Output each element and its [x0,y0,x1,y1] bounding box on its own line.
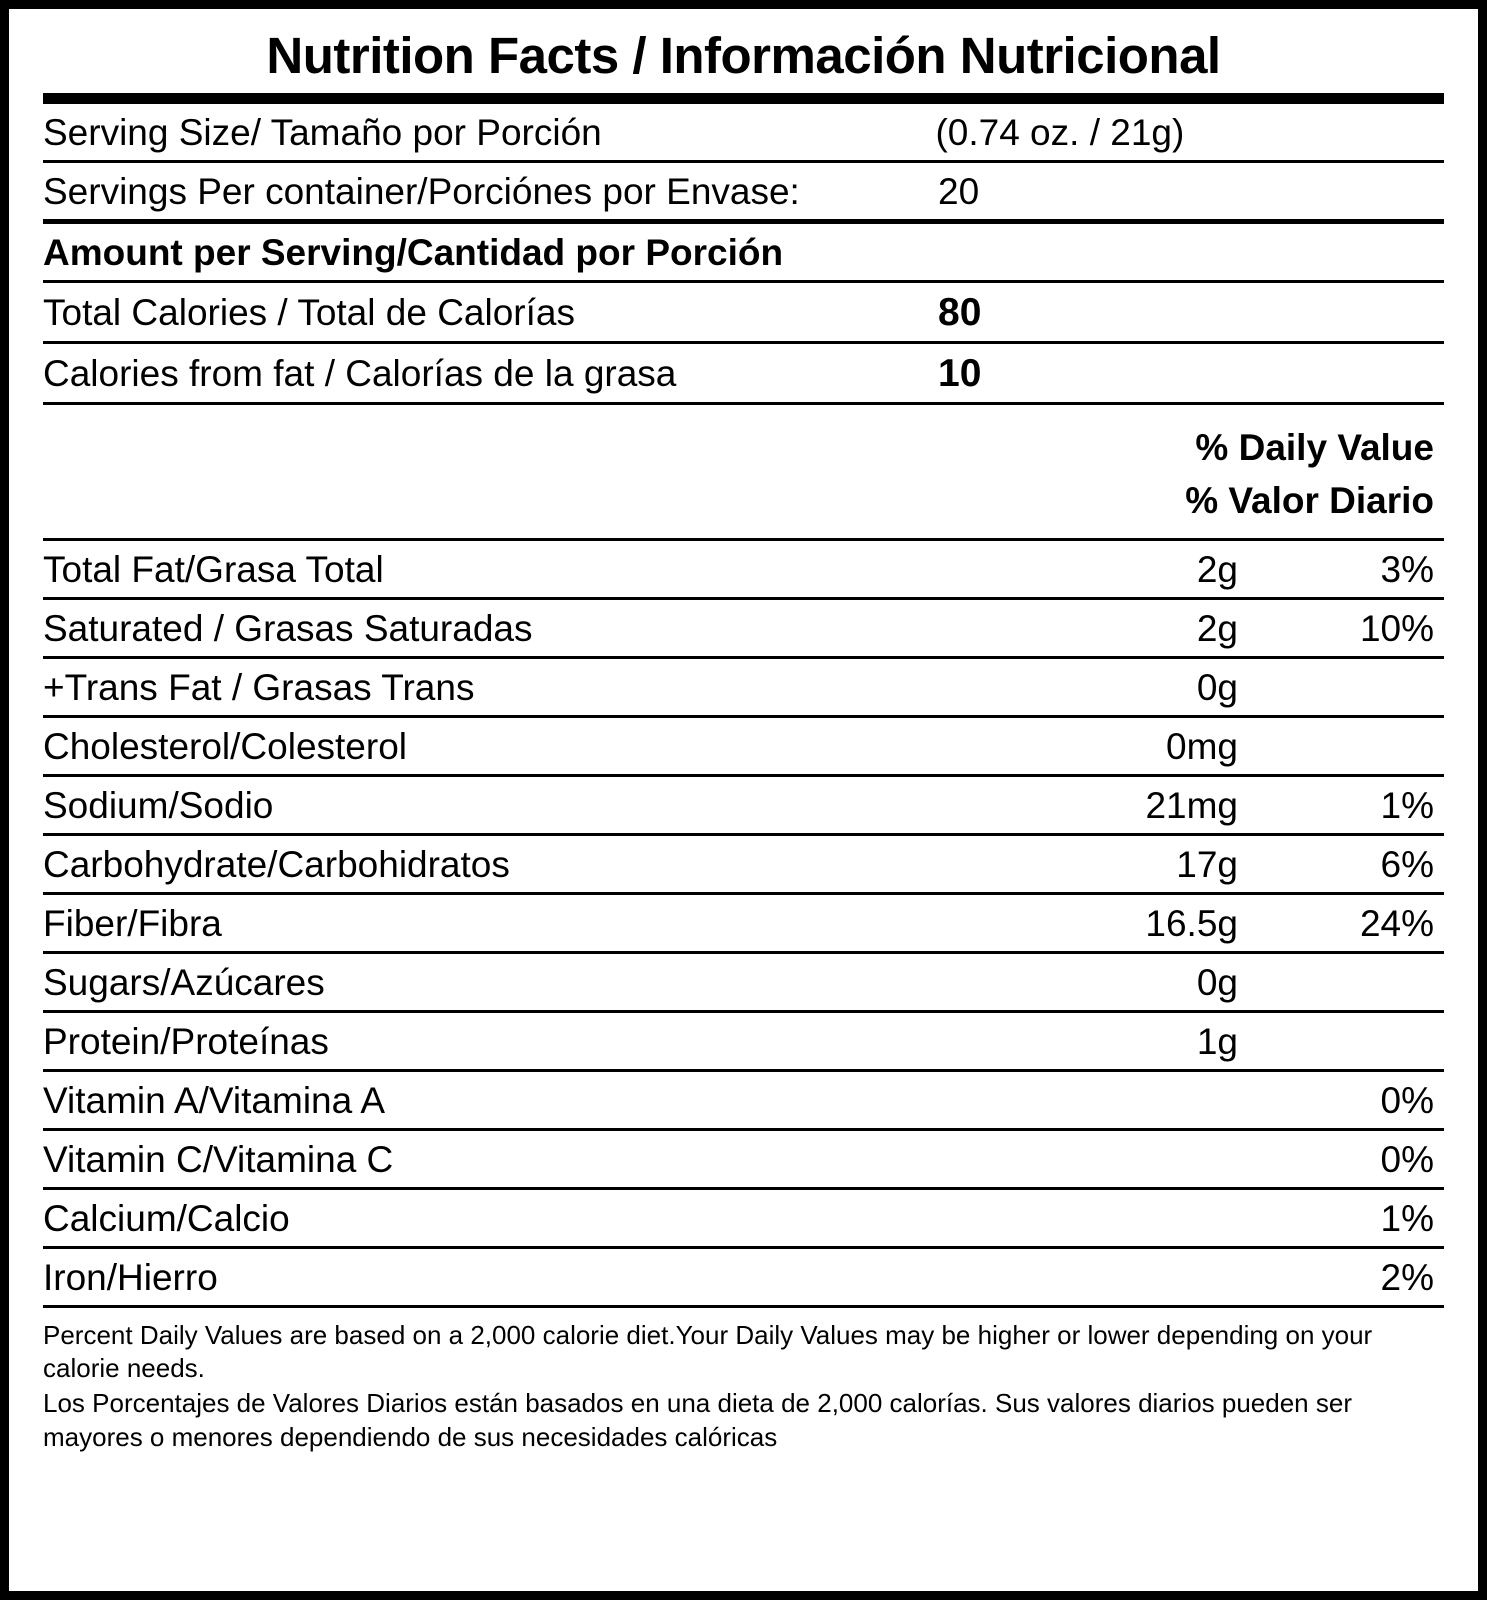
footnote-english: Percent Daily Values are based on a 2,000 calorie diet.Your Daily Values may be higher or lower depending on your calorie needs. [43,1319,1373,1384]
nutrient-dv: 0% [1380,1079,1434,1121]
nutrient-label: Vitamin C/Vitamina C [43,1138,394,1180]
nutrient-label: Cholesterol/Colesterol [43,725,408,767]
nutrient-row [43,777,1444,833]
nutrient-dv: 0% [1380,1138,1434,1180]
daily-value-header-es: % Valor Diario [1185,480,1434,522]
nutrient-row [43,718,1444,774]
nutrient-dv: 1% [1380,784,1434,826]
page-title: Nutrition Facts / Información Nutricional [266,27,1221,84]
nutrient-dv: 24% [1359,902,1434,944]
nutrient-row [43,659,1444,715]
servings-per-container-value: 20 [938,170,980,212]
label-inner-frame [9,9,1478,1591]
footnote-spanish: Los Porcentajes de Valores Diarios están basados en una dieta de 2,000 calorías. Sus valores diarios pueden ser mayores o menores dependiendo de sus necesidades calóricas [43,1388,1352,1452]
total-calories-row [43,283,1444,341]
nutrient-amount: 0g [1196,961,1238,1003]
nutrient-label: Total Fat/Grasa Total [43,548,384,590]
nutrient-label: Vitamin A/Vitamina A [43,1079,386,1121]
nutrient-row [43,1072,1444,1128]
nutrient-amount: 1g [1196,1020,1238,1062]
nutrient-dv: 1% [1380,1197,1434,1239]
nutrient-row [43,954,1444,1010]
serving-size-label: Serving Size/ Tamaño por Porción [43,111,602,153]
nutrient-label: Sugars/Azúcares [43,961,325,1003]
nutrient-row [43,600,1444,656]
total-calories-value: 80 [938,290,982,334]
nutrient-label: Iron/Hierro [43,1256,218,1298]
total-calories-label: Total Calories / Total de Calorías [43,291,575,333]
daily-value-header-en: % Daily Value [1195,426,1434,468]
nutrient-dv: 2% [1380,1256,1434,1298]
nutrient-amount: 2g [1196,607,1238,649]
nutrient-dv: 10% [1359,607,1434,649]
serving-size-row [43,104,1444,160]
amount-per-serving-heading-row [43,224,1444,280]
nutrient-dv: 3% [1380,548,1434,590]
nutrient-amount: 2g [1196,548,1238,590]
nutrient-label: +Trans Fat / Grasas Trans [43,666,475,708]
nutrient-row [43,1249,1444,1305]
nutrient-label: Sodium/Sodio [43,784,274,826]
divider-thick-top [43,93,1444,104]
calories-from-fat-row [43,344,1444,402]
calories-from-fat-value: 10 [938,351,982,395]
nutrient-row [43,541,1444,597]
nutrient-label: Calcium/Calcio [43,1197,290,1239]
nutrient-label: Fiber/Fibra [43,902,222,944]
nutrient-amount: 16.5g [1145,902,1238,944]
nutrient-label: Saturated / Grasas Saturadas [43,607,533,649]
daily-value-header [43,405,1444,528]
amount-per-serving-heading: Amount per Serving/Cantidad por Porción [43,231,784,273]
serving-size-value: (0.74 oz. / 21g) [935,111,1185,153]
calories-from-fat-label: Calories from fat / Calorías de la grasa [43,352,677,394]
nutrient-row [43,1190,1444,1246]
servings-per-container-label: Servings Per container/Porciónes por Envase: [43,170,800,212]
nutrient-row [43,895,1444,951]
nutrient-amount: 17g [1176,843,1238,885]
footnote [43,1308,1444,1454]
nutrient-label: Carbohydrate/Carbohidratos [43,843,510,885]
servings-per-container-row [43,163,1444,219]
nutrient-dv: 6% [1380,843,1434,885]
nutrient-row [43,836,1444,892]
nutrient-label: Protein/Proteínas [43,1020,329,1062]
nutrient-row [43,1013,1444,1069]
nutrient-amount: 0mg [1166,725,1238,767]
nutrient-row [43,1131,1444,1187]
nutrient-amount: 0g [1196,666,1238,708]
nutrient-amount: 21mg [1145,784,1238,826]
